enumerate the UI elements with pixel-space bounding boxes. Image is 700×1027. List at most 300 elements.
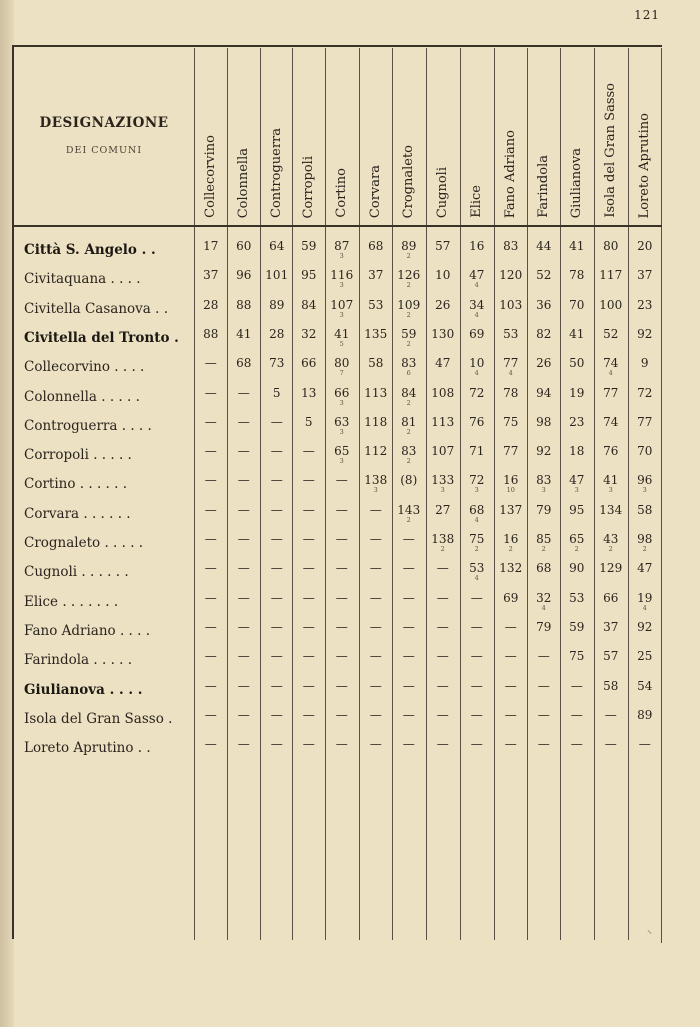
distance-value: 117 [599, 268, 623, 283]
distance-cell [628, 240, 662, 253]
distance-cell [560, 387, 594, 400]
column-header: Crognaleto [401, 144, 416, 218]
distance-cell [628, 299, 662, 312]
distance-cell [560, 650, 594, 663]
commune-name: Controguerra [24, 417, 118, 434]
distance-cell [292, 328, 326, 341]
distance-cell [359, 650, 393, 663]
no-value-dash: — [302, 473, 315, 488]
distance-value: 113 [431, 414, 455, 429]
distance-cell [494, 269, 528, 282]
no-value-dash: — [436, 590, 449, 605]
distance-cell [392, 474, 426, 487]
distance-value: 59 [401, 326, 417, 341]
distance-cell [292, 738, 326, 751]
distance-value: 143 [397, 502, 421, 517]
distance-value: 58 [368, 356, 384, 371]
commune-name: Cugnoli [24, 564, 78, 581]
distance-cell [560, 328, 594, 341]
no-value-dash: — [369, 561, 382, 576]
distance-cell [260, 445, 294, 458]
distance-cell [560, 533, 594, 552]
distance-cell [560, 240, 594, 253]
no-value-dash: — [270, 737, 283, 752]
distance-value: 70 [637, 444, 653, 459]
commune-name: Cortino [24, 476, 76, 493]
distance-cell [392, 357, 426, 376]
distance-cell [227, 621, 261, 634]
distance-value: 90 [569, 561, 585, 576]
distance-cell [628, 562, 662, 575]
dot-leader: . . . . . . [77, 564, 129, 581]
distance-cell [594, 562, 628, 575]
footnote-index: 3 [339, 281, 344, 290]
distance-value: 83 [401, 356, 417, 371]
distance-value: 71 [469, 444, 485, 459]
distance-cell [194, 533, 228, 546]
table-row [0, 502, 700, 535]
column-header: Farindola [536, 155, 551, 218]
distance-cell [359, 299, 393, 312]
distance-value: 95 [569, 502, 585, 517]
dot-leader: . . [133, 740, 151, 757]
distance-cell [560, 416, 594, 429]
distance-value: 63 [334, 414, 350, 429]
footnote-index: 2 [406, 427, 411, 436]
no-value-dash: — [204, 532, 217, 546]
distance-cell [628, 650, 662, 663]
no-value-dash: — [237, 502, 250, 517]
distance-value: 94 [536, 385, 552, 400]
distance-cell [494, 592, 528, 605]
distance-cell [194, 299, 228, 312]
distance-cell [392, 240, 426, 259]
footnote-index: 2 [642, 545, 647, 553]
distance-cell [260, 680, 294, 693]
distance-cell [594, 709, 628, 722]
distance-value: 65 [569, 532, 585, 546]
distance-cell [325, 680, 359, 693]
distance-value: 79 [536, 502, 552, 517]
column-header: Colonnella [236, 147, 251, 218]
distance-cell [292, 709, 326, 722]
row-name [24, 594, 118, 610]
distance-cell [527, 592, 561, 611]
distance-cell [527, 299, 561, 312]
no-value-dash: — [402, 649, 415, 664]
table-row [0, 444, 700, 476]
no-value-dash: — [436, 707, 449, 722]
distance-cell [260, 592, 294, 605]
distance-cell [426, 445, 460, 458]
distance-cell [194, 592, 228, 605]
no-value-dash: — [335, 473, 348, 488]
distance-cell [227, 650, 261, 663]
no-value-dash: — [237, 619, 250, 634]
dot-leader: . . . . [104, 681, 143, 698]
no-value-dash: — [504, 678, 517, 693]
distance-value: 113 [364, 385, 388, 400]
column-header: Giulianova [569, 147, 584, 218]
row-name [24, 682, 143, 698]
distance-value: 112 [364, 444, 388, 459]
distance-value: 77 [503, 356, 519, 371]
distance-value: 26 [536, 356, 552, 371]
distance-cell [292, 680, 326, 693]
no-value-dash: — [504, 737, 517, 752]
commune-name: Colonnella [24, 388, 97, 405]
distance-cell [260, 738, 294, 751]
row-name [24, 652, 132, 668]
distance-value: 52 [536, 268, 552, 283]
distance-cell [227, 738, 261, 751]
distance-cell [392, 709, 426, 722]
distance-cell [560, 269, 594, 282]
table-row [0, 239, 700, 271]
distance-cell [460, 445, 494, 458]
row-name [24, 271, 141, 287]
distance-cell [194, 738, 228, 751]
distance-value: 36 [536, 297, 552, 312]
distance-value: 79 [536, 619, 552, 634]
no-value-dash: — [402, 532, 415, 546]
distance-cell [426, 650, 460, 663]
distance-cell [527, 387, 561, 400]
no-value-dash: — [204, 619, 217, 634]
distance-cell [426, 562, 460, 575]
distance-cell [460, 650, 494, 663]
column-header: Elice [469, 185, 484, 218]
distance-value: (8) [400, 473, 418, 488]
distance-value: 85 [536, 532, 552, 546]
distance-cell [325, 592, 359, 605]
distance-cell [460, 709, 494, 722]
distance-cell [494, 387, 528, 400]
footnote-index: 3 [608, 486, 613, 495]
distance-cell [460, 504, 494, 523]
footnote-index: 3 [574, 486, 579, 495]
row-name [24, 535, 143, 551]
distance-value: 77 [603, 385, 619, 400]
no-value-dash: — [504, 649, 517, 664]
distance-value: 89 [401, 239, 417, 253]
no-value-dash: — [402, 561, 415, 576]
distance-cell [460, 738, 494, 751]
no-value-dash: — [537, 678, 550, 693]
no-value-dash: — [270, 473, 283, 488]
column-header: Corropoli [301, 155, 316, 218]
distance-cell [560, 709, 594, 722]
footnote-index: 2 [406, 281, 411, 290]
column-header: Cortino [334, 168, 349, 218]
distance-value: 68 [536, 561, 552, 576]
distance-value: 130 [431, 326, 455, 341]
distance-cell [426, 621, 460, 634]
distance-value: 17 [203, 239, 219, 253]
distance-cell [527, 680, 561, 693]
row-name [24, 359, 144, 375]
distance-cell [260, 357, 294, 370]
no-value-dash: — [204, 649, 217, 664]
distance-value: 53 [503, 326, 519, 341]
distance-cell [426, 504, 460, 517]
distance-cell [560, 738, 594, 751]
footnote-index: 2 [406, 252, 411, 260]
no-value-dash: — [570, 678, 583, 693]
distance-cell [628, 621, 662, 634]
distance-cell [292, 592, 326, 605]
distance-cell [628, 328, 662, 341]
distance-value: 16 [503, 532, 519, 546]
distance-cell [292, 240, 326, 253]
distance-cell [325, 504, 359, 517]
distance-value: 52 [603, 326, 619, 341]
distance-cell [359, 680, 393, 693]
dot-leader: . . . . . [96, 388, 140, 405]
distance-cell [560, 621, 594, 634]
no-value-dash: — [470, 649, 483, 664]
row-name [24, 740, 151, 756]
distance-value: 47 [435, 356, 451, 371]
distance-cell [460, 269, 494, 288]
distance-cell [260, 562, 294, 575]
distance-value: 41 [569, 326, 585, 341]
table-row [0, 326, 700, 359]
commune-name: Corropoli [24, 447, 89, 464]
distance-cell [194, 387, 228, 400]
distance-value: 60 [236, 239, 252, 253]
distance-cell [628, 269, 662, 282]
no-value-dash: — [537, 649, 550, 664]
no-value-dash: — [402, 678, 415, 693]
no-value-dash: — [204, 473, 217, 488]
distance-cell [494, 299, 528, 312]
distance-cell [260, 504, 294, 517]
distance-cell [494, 738, 528, 751]
no-value-dash: — [436, 561, 449, 576]
footnote-index: 3 [440, 486, 445, 495]
distance-cell [560, 504, 594, 517]
distance-cell [227, 445, 261, 458]
distance-cell [494, 240, 528, 253]
footnote-index: 2 [406, 339, 411, 348]
distance-value: 23 [637, 297, 653, 312]
distance-cell [527, 445, 561, 458]
distance-cell [527, 621, 561, 634]
designation-subtitle: DEI COMUNI [65, 145, 143, 156]
commune-name: Isola del Gran Sasso [24, 710, 164, 727]
distance-value: 75 [503, 414, 519, 429]
distance-cell [594, 680, 628, 693]
distance-cell [527, 269, 561, 282]
distance-value: 73 [269, 356, 285, 371]
column-header: Corvara [368, 164, 383, 218]
distance-value: 59 [301, 239, 317, 253]
distance-value: 47 [569, 473, 585, 488]
distance-cell [260, 416, 294, 429]
row-name [24, 476, 127, 492]
distance-value: 10 [435, 268, 451, 283]
distance-value: 83 [536, 473, 552, 488]
no-value-dash: — [237, 532, 250, 546]
no-value-dash: — [204, 707, 217, 722]
no-value-dash: — [270, 678, 283, 693]
distance-value: 32 [301, 326, 317, 341]
distance-value: 118 [364, 414, 388, 429]
no-value-dash: — [537, 707, 550, 722]
distance-value: 69 [469, 326, 485, 341]
distance-cell [527, 328, 561, 341]
distance-cell [292, 299, 326, 312]
distance-cell [426, 474, 460, 493]
no-value-dash: — [204, 678, 217, 693]
footnote-index: 6 [406, 369, 411, 378]
distance-cell [359, 416, 393, 429]
distance-cell [628, 387, 662, 400]
distance-cell [359, 387, 393, 400]
header-rule [14, 225, 662, 227]
distance-value: 132 [499, 561, 523, 576]
footnote-index: 2 [440, 545, 445, 553]
distance-cell [359, 269, 393, 282]
distance-cell [260, 240, 294, 253]
no-value-dash: — [302, 707, 315, 722]
distance-value: 20 [637, 239, 653, 253]
table-row [0, 707, 700, 740]
no-value-dash: — [270, 502, 283, 517]
distance-value: 107 [431, 444, 455, 459]
distance-value: 25 [637, 649, 653, 664]
distance-value: 66 [334, 385, 350, 400]
distance-value: 37 [368, 268, 384, 283]
row-name [24, 330, 179, 346]
distance-value: 108 [431, 385, 455, 400]
distance-cell [494, 650, 528, 663]
distance-cell [426, 592, 460, 605]
distance-value: 41 [569, 239, 585, 253]
distance-cell [392, 680, 426, 693]
page-corner-mark: ⸜ [647, 925, 652, 936]
table-row [0, 532, 700, 564]
no-value-dash: — [204, 561, 217, 576]
distance-value: 89 [269, 297, 285, 312]
distance-cell [227, 533, 261, 546]
no-value-dash: — [402, 707, 415, 722]
column-header: Collecorvino [203, 135, 218, 218]
no-value-dash: — [237, 590, 250, 605]
no-value-dash: — [270, 444, 283, 459]
distance-value: 72 [469, 385, 485, 400]
distance-cell [628, 592, 662, 611]
distance-value: 74 [603, 414, 619, 429]
footnote-index: 2 [406, 310, 411, 319]
distance-cell [560, 680, 594, 693]
no-value-dash: — [302, 502, 315, 517]
no-value-dash: — [237, 649, 250, 664]
distance-value: 69 [503, 590, 519, 605]
no-value-dash: — [638, 737, 651, 752]
distance-cell [392, 738, 426, 751]
table-row [0, 737, 700, 769]
row-name [24, 389, 140, 405]
dot-leader: . . [150, 300, 169, 317]
distance-cell [359, 474, 393, 493]
commune-name: Corvara [24, 505, 80, 522]
no-value-dash: — [302, 649, 315, 664]
distance-value: 74 [603, 356, 619, 371]
distance-value: 19 [637, 590, 653, 605]
distance-cell [194, 269, 228, 282]
distance-cell [527, 416, 561, 429]
row-name [24, 301, 168, 317]
no-value-dash: — [504, 619, 517, 634]
no-value-dash: — [204, 737, 217, 752]
commune-name: Elice [24, 593, 59, 610]
distance-cell [292, 269, 326, 282]
designation-title: DESIGNAZIONE [39, 115, 169, 131]
distance-value: 116 [330, 268, 354, 283]
distance-value: 101 [265, 268, 289, 283]
distance-cell [527, 533, 561, 552]
distance-value: 18 [569, 444, 585, 459]
distance-value: 80 [334, 356, 350, 371]
footnote-index: 7 [339, 369, 344, 378]
page-number: 121 [634, 8, 660, 22]
distance-value: 41 [334, 326, 350, 341]
distance-cell [494, 562, 528, 575]
footnote-index: 2 [406, 398, 411, 407]
no-value-dash: — [302, 590, 315, 605]
distance-cell [325, 533, 359, 546]
distance-cell [227, 562, 261, 575]
distance-cell [359, 562, 393, 575]
no-value-dash: — [570, 707, 583, 722]
column-header: Cugnoli [435, 166, 450, 218]
distance-cell [426, 680, 460, 693]
distance-cell [292, 445, 326, 458]
distance-cell [194, 416, 228, 429]
table-row [0, 678, 700, 711]
no-value-dash: — [369, 707, 382, 722]
distance-value: 103 [499, 297, 523, 312]
distance-cell [359, 328, 393, 341]
footnote-index: 3 [339, 398, 344, 407]
distance-cell [260, 533, 294, 546]
distance-cell [494, 474, 528, 493]
distance-value: 77 [637, 414, 653, 429]
no-value-dash: — [302, 532, 315, 546]
distance-cell [325, 445, 359, 464]
distance-cell [292, 387, 326, 400]
footnote-index: 10 [506, 486, 515, 495]
distance-cell [359, 357, 393, 370]
footnote-index: 4 [608, 369, 613, 378]
row-name [24, 506, 131, 522]
distance-value: 72 [469, 473, 485, 488]
distance-value: 58 [603, 678, 619, 693]
no-value-dash: — [204, 385, 217, 400]
footnote-index: 4 [474, 574, 479, 583]
no-value-dash: — [237, 737, 250, 752]
distance-value: 133 [431, 473, 455, 488]
distance-cell [392, 387, 426, 406]
distance-value: 53 [469, 561, 485, 576]
table-row [0, 590, 700, 623]
distance-value: 32 [536, 590, 552, 605]
distance-cell [494, 416, 528, 429]
row-name [24, 242, 156, 258]
distance-value: 84 [301, 297, 317, 312]
